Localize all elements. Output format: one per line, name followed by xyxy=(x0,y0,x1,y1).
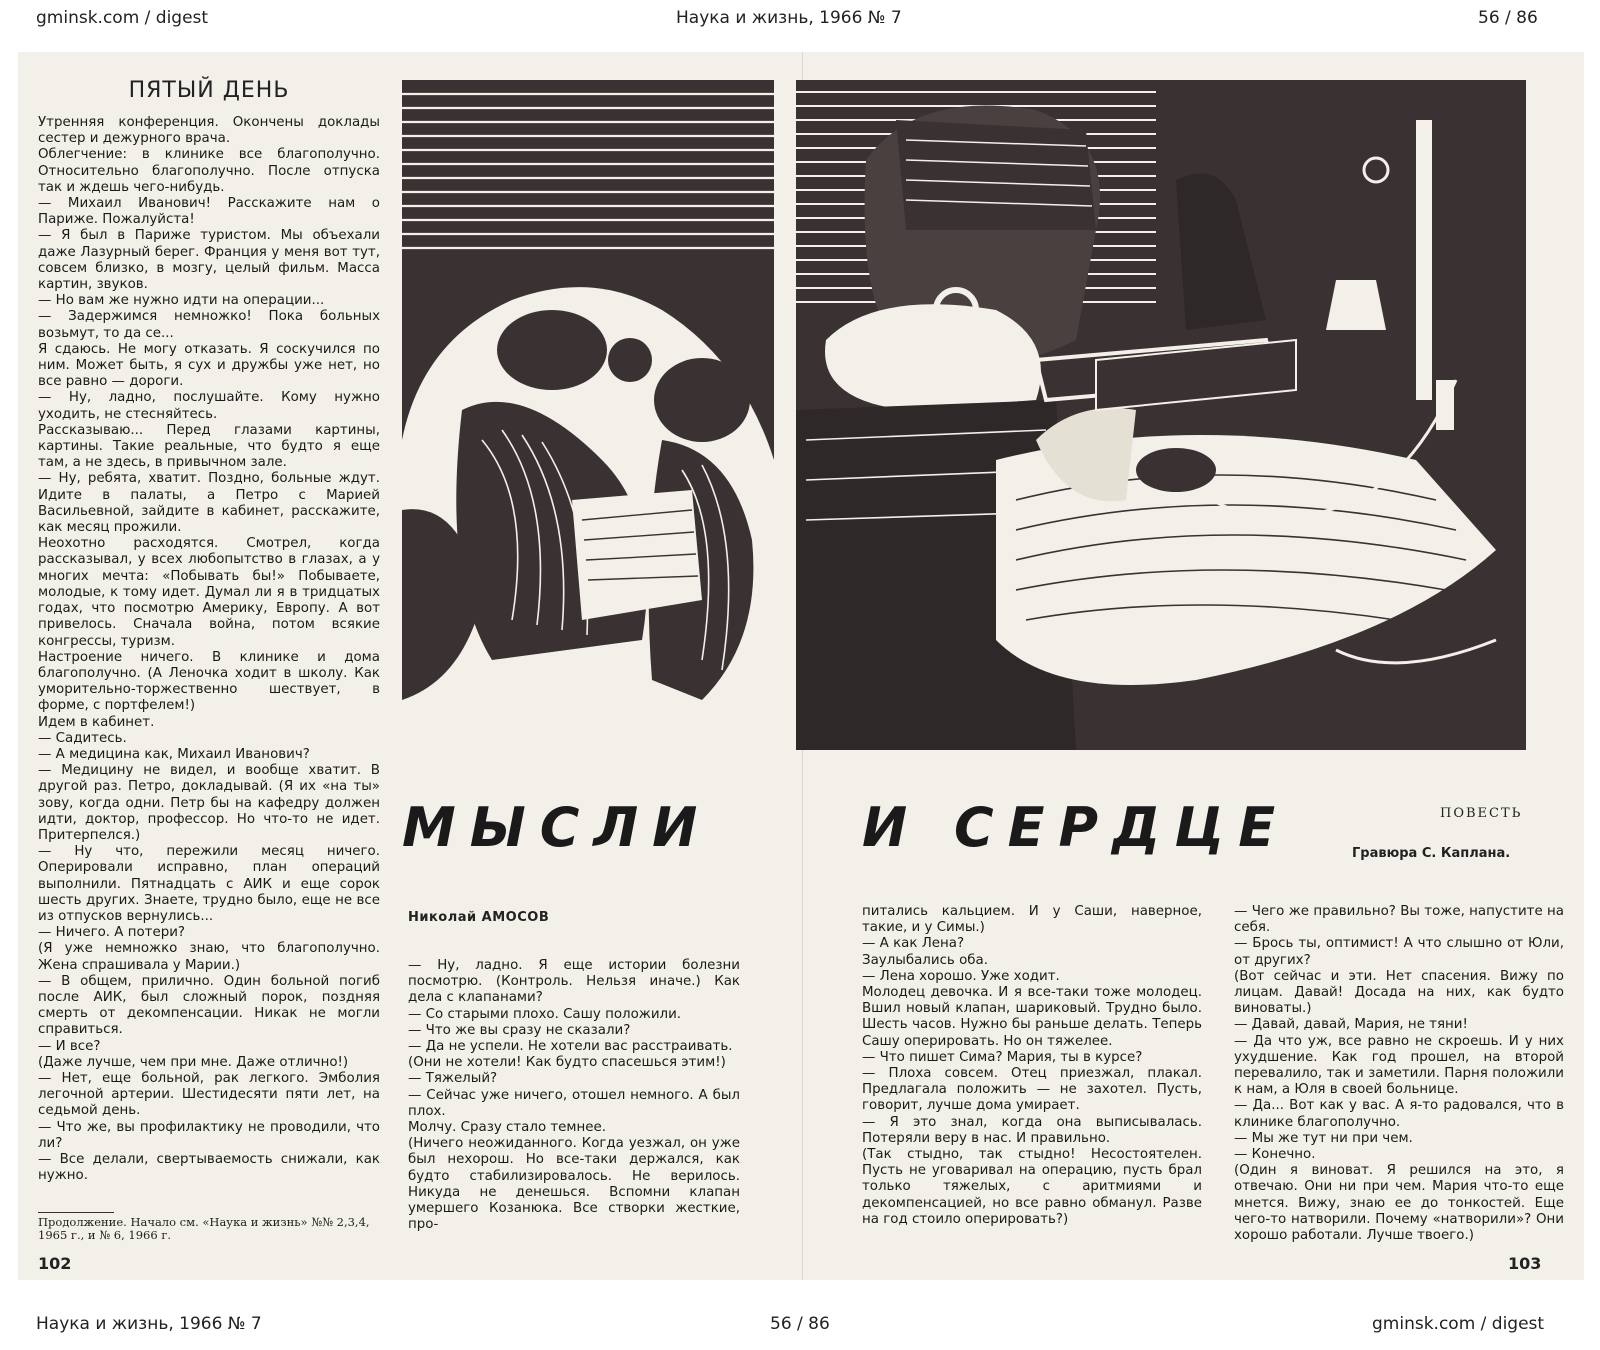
text-column-4: — Чего же правильно? Вы тоже, напуститe на себя. — Брось ты, оптимист! А что слышно от Юли, от других? (Вот сейчас и эти. Нет спасения. Вижу по лицам. Давай! Досада на них, как будто виноваты.) — Давай, давай, Мария, не тяни! — Да что уж, все равно не скроешь. И у них ухудшение. Как год прошел, на второй перевалило, так и заметили. Парня положили к нам, а Юля в своей больнице. — Да... Вот как у вас. А я-то радовался, что в клинике благополучно. — Мы же тут ни при чем. — Конечно. (Один я виноват. Я решился на это, я отвечаю. Они ни при чем. Мария что-то еще мнется. Вижу, знаю ее до тонкостей. Еще чего-то натворили. Почему «натворили»? Они хорошо работали. Лучше твоего.) xyxy=(1234,904,1564,1244)
footer-magazine-title: Наука и жизнь, 1966 № 7 xyxy=(36,1314,262,1334)
genre-label: ПОВЕСТЬ xyxy=(1440,806,1523,821)
footnote: Продолжение. Начало см. «Наука и жизнь» №№ 2,3,4, 1965 г., и № 6, 1966 г. xyxy=(38,1215,370,1242)
section-title: ПЯТЫЙ ДЕНЬ xyxy=(128,78,290,103)
engraving-patient-bed xyxy=(796,80,1526,750)
engraving-surgery xyxy=(402,80,774,748)
site-link[interactable]: gminsk.com / digest xyxy=(36,8,209,28)
text-column-left: Утренняя конференция. Окончены доклады сестер и дежурного врача. Облегчение: в клинике все благополучно. Относительно благополучно. После отпуска так и ждешь чего-нибудь. — Михаил Иванович! Расскажите нам о Париже. Пожалуйста! — Я был в Париже туристом. Мы объехали даже Лазурный берег. Франция у меня вот тут, совсем близко, в мозгу, целый фильм. Масса картин, звуков. — Но вам же нужно идти на операции... — Задержимся немножко! Пока больных возьмут, то да се... Я сдаюсь. Не могу отказать. Я соскучился по ним. Может быть, я сух и дружбы уже нет, но все равно — дороги. — Ну, ладно, послушайте. Кому нужно уходить, не стесняйтесь. Рассказываю... Перед глазами картины, картины. Такие реальные, что будто я еще там, а не здесь, в привычном зале. — Ну, ребята, хватит. Поздно, больные ждут. Идите в палаты, а Петро с Марией Васильевной, зайдите в кабинет, расскажите, как месяц прожили. Неохотно расходятся. Смотрел, когда рассказывал, у всех любопытство в глазах, а у многих мечта: «Побывать бы!» Побываете, молодые, к тому идет. Думал ли я в тридцатых годах, что посмотрю Америку, Европу. А вот привелось. Сначала война, потом всякие конгрессы, туризм. Настроение ничего. В клинике и дома благополучно. (А Леночка ходит в школу. Как уморительно-торжественно шествует, в форме, с портфелем!) Идем в кабинет. — Садитесь. — А медицина как, Михаил Иванович? — Медицину не видел, и вообще хватит. В другой раз. Петро, докладывай. (Я их «на ты» зову, когда одни. Петр бы на кафедру должен идти, доктор, профессор. Но что-то не идет. Притерпелся.) — Ну что, пережили месяц ничего. Оперировали исправно, план операций выполнили. Пятнадцать с АИК и еще сорок шесть других. Знаете, трудно было, еще не все из отпусков вернулись... — Ничего. А потери? (Я уже немножко знаю, что благополучно. Жена спрашивала у Марии.) — В общем, прилично. Один больной погиб после АИК, был сложный порок, поздняя смерть от декомпенсации. Никак не могли справиться. — И все? (Даже лучше, чем при мне. Даже отлично!) — Нет, еще больной, рак легкого. Эмболия легочной артерии. Шестидесяти пяти лет, на седьмой день. — Что же, вы профилактику не проводили, что ли? — Все делали, свертываемость снижали, как нужно. xyxy=(38,115,380,1184)
footer-page-counter: 56 / 86 xyxy=(770,1314,830,1334)
page-counter: 56 / 86 xyxy=(1478,8,1538,28)
page-number-right: 103 xyxy=(1508,1254,1542,1273)
engraving-credit: Гравюра С. Каплана. xyxy=(1352,846,1511,861)
footer-site-link[interactable]: gminsk.com / digest xyxy=(1372,1314,1545,1334)
footnote-rule xyxy=(38,1212,114,1213)
magazine-title: Наука и жизнь, 1966 № 7 xyxy=(676,8,902,28)
bottom-bar xyxy=(0,1306,1600,1342)
author-name: Николай АМОСОВ xyxy=(408,910,550,925)
title-part-2: И СЕРДЦЕ xyxy=(862,796,1290,859)
text-column-2: — Ну, ладно. Я еще истории болезни посмотрю. (Контроль. Нельзя иначе.) Как дела с клапанами? — Со старыми плохо. Сашу положили. — Что же вы сразу не сказали? — Да не успели. Не хотели вас расстраивать. (Они не хотели! Как будто спасешься этим!) — Тяжелый? — Сейчас уже ничего, отошел немного. А был плох. Молчу. Сразу стало темнее. (Ничего неожиданного. Когда уезжал, он уже был нехорош. Но все-таки держался, как будто стабилизировалось. Не верилось. Никуда не денешься. Вспомни клапан умершего Козанюка. Все створки жесткие, про- xyxy=(408,958,740,1233)
top-bar xyxy=(0,0,1600,36)
text-column-3: питались кальцием. И у Саши, наверное, такие, и у Симы.) — А как Лена? Заулыбались оба. — Лена хорошо. Уже ходит. Молодец девочка. И я все-таки тоже молодец. Вшил новый клапан, шариковый. Трудно было. Шесть часов. Нужно бы раньше делать. Теперь Сашу оперировать. Но он тяжелее. — Что пишет Сима? Мария, ты в курсе? — Плоха совсем. Отец приезжал, плакал. Предлагала положить — не захотел. Пусть, говорит, лучше дома умирает. — Я это знал, когда она выписывалась. Потеряли веру в нас. И правильно. (Так стыдно, так стыдно! Несостоятелен. Пусть не уговаривал на операцию, пусть брал только тяжелых, с аритмиями и декомпенсацией, но все равно обманул. Разве на год стоило оперировать?) xyxy=(862,904,1202,1227)
page-number-left: 102 xyxy=(38,1254,72,1273)
title-part-1: МЫСЛИ xyxy=(402,796,712,859)
